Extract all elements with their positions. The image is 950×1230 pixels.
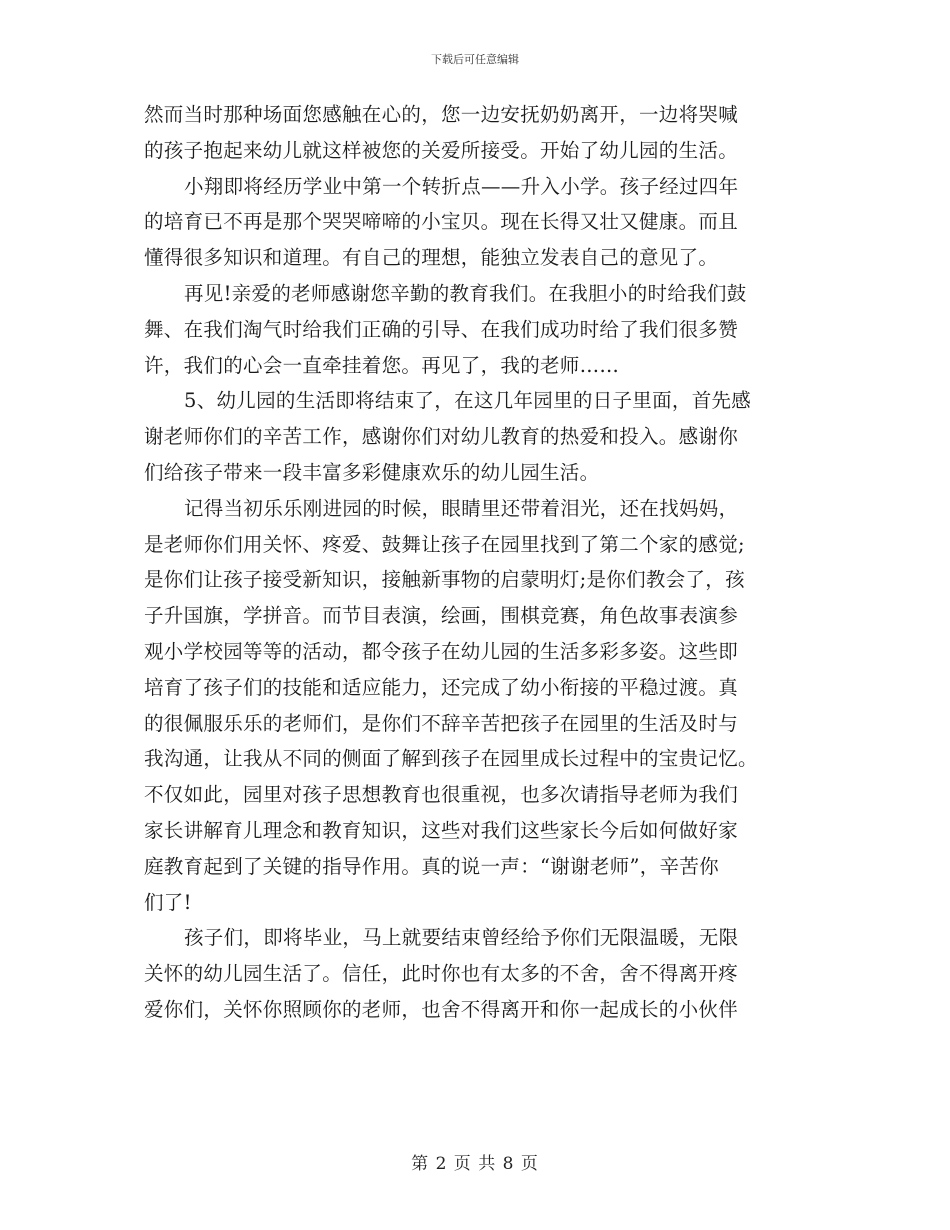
text-line: 的培育已不再是那个哭哭啼啼的小宝贝。现在长得又壮又健康。而且: [144, 210, 739, 234]
text-line: 家长讲解育儿理念和教育知识，这些对我们这些家长今后如何做好家: [144, 818, 739, 842]
text-line: 的孩子抱起来幼儿就这样被您的关爱所接受。开始了幼儿园的生活。: [144, 138, 739, 162]
text-line: 懂得很多知识和道理。有自己的理想，能独立发表自己的意见了。: [144, 246, 719, 270]
paragraph-first-line: 记得当初乐乐刚进园的时候，眼睛里还带着泪光，还在找妈妈，: [184, 496, 739, 520]
text-line: 的很佩服乐乐的老师们，是你们不辞辛苦把孩子在园里的生活及时与: [144, 711, 739, 735]
paragraph-first-line: 5、幼儿园的生活即将结束了，在这几年园里的日子里面，首先感: [184, 389, 752, 413]
text-line: 关怀的幼儿园生活了。信任，此时你也有太多的不舍，舍不得离开疼: [144, 962, 739, 986]
paragraph-first-line: 小翔即将经历学业中第一个转折点——升入小学。孩子经过四年: [184, 174, 739, 198]
text-line: 是老师你们用关怀、疼爱、鼓舞让孩子在园里找到了第二个家的感觉;: [144, 532, 745, 556]
text-line: 们了!: [144, 890, 192, 914]
document-body: [144, 97, 810, 1028]
text-line: 然而当时那种场面您感触在心的，您一边安抚奶奶离开，一边将哭喊: [144, 103, 739, 126]
page-header: 下载后可任意编辑: [431, 53, 519, 66]
text-line: 不仅如此，园里对孩子思想教育也很重视，也多次请指导老师为我们: [144, 783, 739, 807]
text-line: 我沟通，让我从不同的侧面了解到孩子在园里成长过程中的宝贵记忆。: [144, 747, 758, 771]
text-line: 培育了孩子们的技能和适应能力，还完成了幼小衔接的平稳过渡。真: [144, 675, 739, 699]
text-line: 谢老师你们的辛苦工作，感谢你们对幼儿教育的热爱和投入。感谢你: [144, 425, 739, 449]
text-line: 子升国旗，学拼音。而节目表演，绘画，围棋竞赛，角色故事表演参: [144, 604, 739, 628]
text-line: 爱你们，关怀你照顾你的老师，也舍不得离开和你一起成长的小伙伴: [144, 997, 739, 1021]
text-line: 许，我们的心会一直牵挂着您。再见了，我的老师……: [144, 353, 620, 377]
text-line: 舞、在我们淘气时给我们正确的引导、在我们成功时给了我们很多赞: [144, 317, 739, 341]
paragraph-first-line: 孩子们，即将毕业，马上就要结束曾经给予你们无限温暖，无限: [184, 926, 739, 950]
text-line: 观小学校园等等的活动，都令孩子在幼儿园的生活多彩多姿。这些即: [144, 639, 739, 663]
paragraph-first-line: 再见!亲爱的老师感谢您辛勤的教育我们。在我胆小的时给我们鼓: [184, 281, 747, 305]
text-line: 们给孩子带来一段丰富多彩健康欢乐的幼儿园生活。: [144, 460, 600, 484]
text-line: 庭教育起到了关键的指导作用。真的说一声：“谢谢老师”，辛苦你: [144, 854, 719, 878]
text-line: 是你们让孩子接受新知识，接触新事物的启蒙明灯;是你们教会了，孩: [144, 568, 745, 592]
page-number-footer: 第 2 页 共 8 页: [411, 1154, 539, 1174]
